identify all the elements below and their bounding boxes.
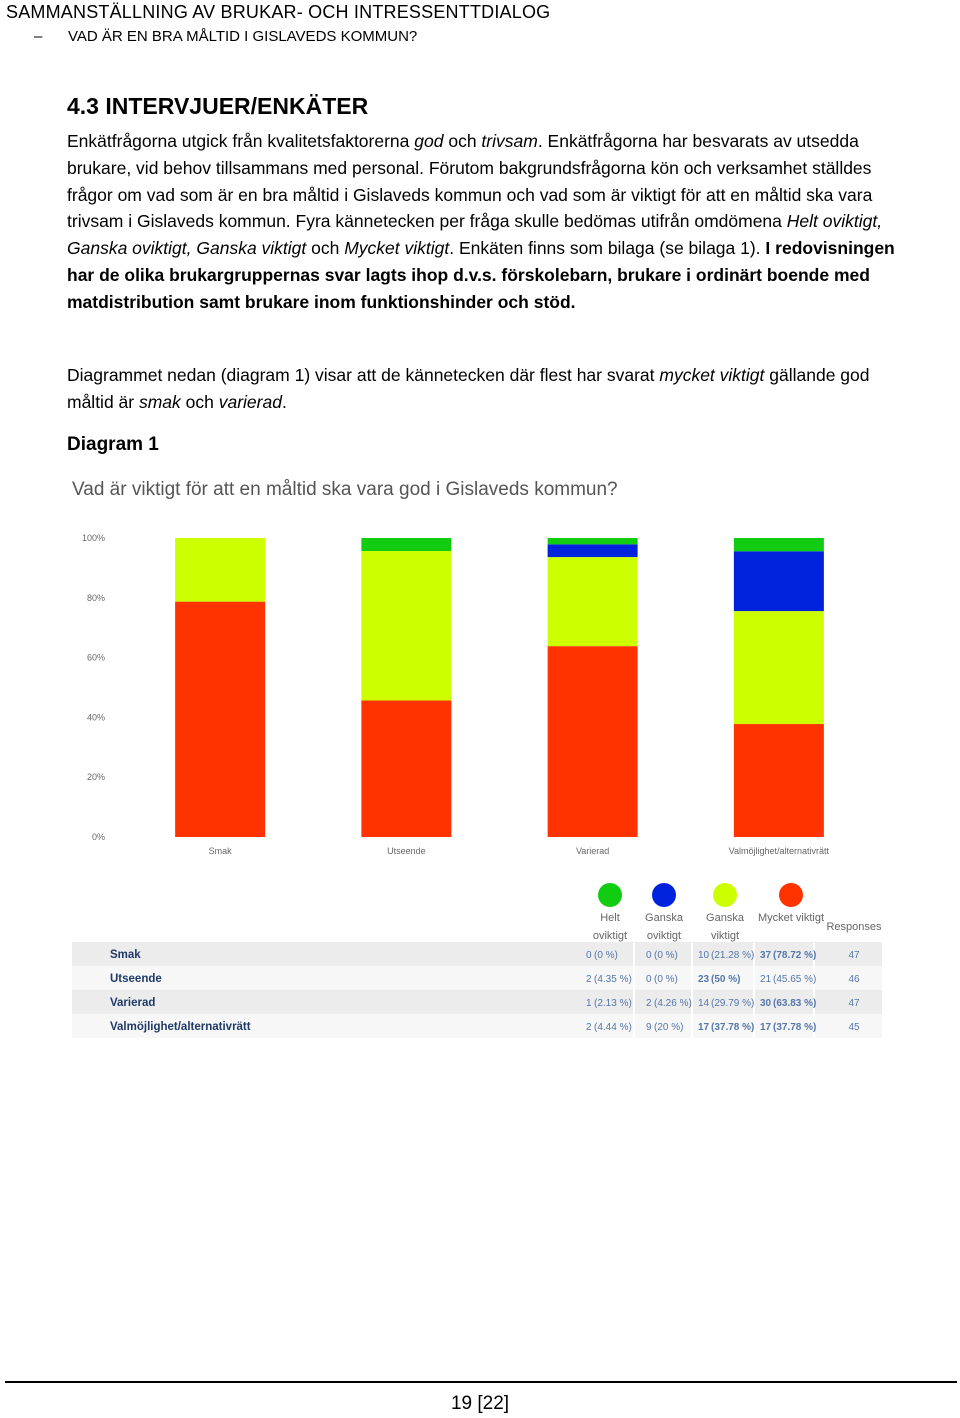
diagram-label: Diagram 1 [67, 434, 159, 455]
table-cell-percent: (20 %) [654, 1022, 684, 1033]
x-tick-label: Varierad [575, 846, 610, 856]
page-number: 19 [22] [450, 1393, 510, 1414]
table-cell-percent: (45.65 %) [773, 974, 817, 985]
table-cell-percent: (29.79 %) [711, 998, 755, 1009]
y-tick-label: 100% [81, 533, 105, 543]
table-row-label: Valmöjlighet/alternativrätt [110, 1021, 251, 1033]
header-dash: – [34, 28, 43, 45]
table-cell-count: 14 [698, 998, 710, 1009]
table-cell-count: 0 [646, 950, 652, 961]
y-tick-label: 40% [86, 712, 105, 723]
text-run: . Enkätfrågorna har besvarats av utsedda brukare, vid behov tillsammans med personal. Förutom bakgrundsfrågorna kön och verksamhet ställdes frågor om vad som är en bra måltid i Gislaveds kommun och vad som är viktigt för att en måltid ska vara trivsam i Gislaveds kommun. Fyra kännetecken per fråga skulle bedömas utifrån omdömena [67, 131, 873, 232]
table-cell-percent: (37.78 %) [773, 1022, 817, 1033]
text-run: mycket viktigt [659, 365, 765, 385]
bar-segment [175, 538, 265, 602]
text-run: och [306, 238, 345, 259]
text-run: och [180, 391, 219, 412]
table-cell-percent: (50 %) [711, 974, 741, 985]
text-run: I redovisningen har de olika brukargruppernas svar lagts ihop d.v.s. förskolebarn, brukare i ordinärt boende med matdistribution samt brukare inom funktionshinder och stöd. [67, 238, 895, 312]
table-cell-count: 37 [760, 950, 772, 961]
table-row-label: Utseende [110, 973, 162, 985]
y-tick-label: 0% [91, 832, 105, 842]
table-cell-percent: (0 %) [654, 950, 678, 961]
bar-segment [361, 701, 451, 837]
text-run: Helt oviktigt, Ganska oviktigt, Ganska viktigt [67, 211, 883, 259]
legend-label: viktigt [710, 930, 740, 942]
x-tick-label: Valmöjlighet/alternativrätt [728, 846, 830, 856]
text-run: god [414, 131, 444, 151]
bar-segment [548, 646, 638, 837]
table-row-label: Smak [110, 949, 141, 961]
x-tick-label: Smak [208, 846, 232, 856]
legend-marker [713, 883, 737, 907]
legend-marker [598, 883, 622, 907]
legend-marker [779, 883, 803, 907]
table-cell-responses: 47 [848, 998, 860, 1009]
legend-label: Ganska [706, 912, 744, 924]
bar-segment [548, 538, 638, 544]
y-tick-label: 20% [86, 772, 105, 783]
legend-marker [652, 883, 676, 907]
text-run: Mycket viktigt [344, 238, 450, 259]
table-cell-count: 2 [586, 1022, 592, 1033]
bar-segment [361, 551, 451, 701]
footer-rule [5, 1381, 957, 1383]
table-cell-count: 21 [760, 974, 772, 985]
paragraph-2 [67, 362, 907, 416]
stacked-bar-chart [62, 470, 902, 1050]
table-cell-percent: (4.35 %) [594, 974, 632, 985]
responses-header: Responses [826, 921, 882, 933]
table-cell-percent: (37.78 %) [711, 1022, 755, 1033]
table-cell-percent: (21.28 %) [711, 950, 755, 961]
y-tick-label: 60% [86, 652, 105, 663]
bar-segment [175, 602, 265, 837]
table-cell-responses: 45 [848, 1022, 860, 1033]
text-run: smak [138, 391, 181, 412]
header-subtitle-text: VAD ÄR EN BRA MÅLTID I GISLAVEDS KOMMUN? [68, 28, 418, 45]
bar-segment [548, 544, 638, 557]
text-run: . Enkäten finns som bilaga (se bilaga 1). [449, 238, 766, 259]
text-run: . [281, 391, 287, 412]
table-cell-count: 2 [586, 974, 592, 985]
legend-label: Mycket viktigt [757, 912, 825, 924]
table-cell-count: 2 [646, 998, 652, 1009]
table-cell-percent: (0 %) [594, 950, 618, 961]
table-cell-responses: 47 [848, 950, 860, 961]
text-run: Enkätfrågorna utgick från kvalitetsfaktorerna [67, 131, 415, 151]
table-cell-count: 17 [760, 1022, 772, 1033]
table-cell-count: 10 [698, 950, 710, 961]
y-tick-label: 80% [86, 592, 105, 603]
bar-segment [734, 538, 824, 551]
table-cell-percent: (4.26 %) [654, 998, 692, 1009]
text-run: varierad [218, 391, 282, 412]
legend-label: Helt [600, 912, 620, 924]
running-header-title: SAMMANSTÄLLNING AV BRUKAR- OCH INTRESSENTTDIALOG [6, 2, 551, 22]
paragraph-1 [67, 128, 907, 316]
bar-segment [361, 538, 451, 551]
text-run: och [443, 131, 482, 151]
text-run: trivsam [481, 131, 538, 151]
legend-label: Ganska [645, 912, 683, 924]
table-cell-percent: (0 %) [654, 974, 678, 985]
table-cell-percent: (63.83 %) [773, 998, 817, 1009]
bar-segment [548, 557, 638, 646]
table-cell-percent: (2.13 %) [594, 998, 632, 1009]
table-cell-count: 0 [586, 950, 592, 961]
table-cell-count: 30 [760, 998, 772, 1009]
text-run: Diagrammet nedan (diagram 1) visar att de kännetecken där flest har svarat [67, 365, 660, 385]
table-cell-count: 1 [586, 998, 592, 1009]
section-heading: 4.3 INTERVJUER/ENKÄTER [67, 93, 369, 119]
table-cell-count: 0 [646, 974, 652, 985]
x-tick-label: Utseende [387, 846, 426, 856]
chart-title: Vad är viktigt för att en måltid ska vara god i Gislaveds kommun? [72, 479, 618, 500]
bar-segment [734, 611, 824, 724]
table-row-label: Varierad [110, 997, 156, 1009]
table-cell-count: 23 [698, 974, 710, 985]
text-run: gällande god måltid är [67, 365, 870, 412]
table-cell-percent: (78.72 %) [773, 950, 817, 961]
bar-segment [734, 551, 824, 611]
bar-segment [734, 724, 824, 837]
table-cell-count: 17 [698, 1022, 710, 1033]
legend-label: oviktigt [592, 930, 628, 942]
legend-label: oviktigt [646, 930, 682, 942]
table-cell-percent: (4.44 %) [594, 1022, 632, 1033]
table-cell-responses: 46 [848, 974, 860, 985]
table-cell-count: 9 [646, 1022, 652, 1033]
